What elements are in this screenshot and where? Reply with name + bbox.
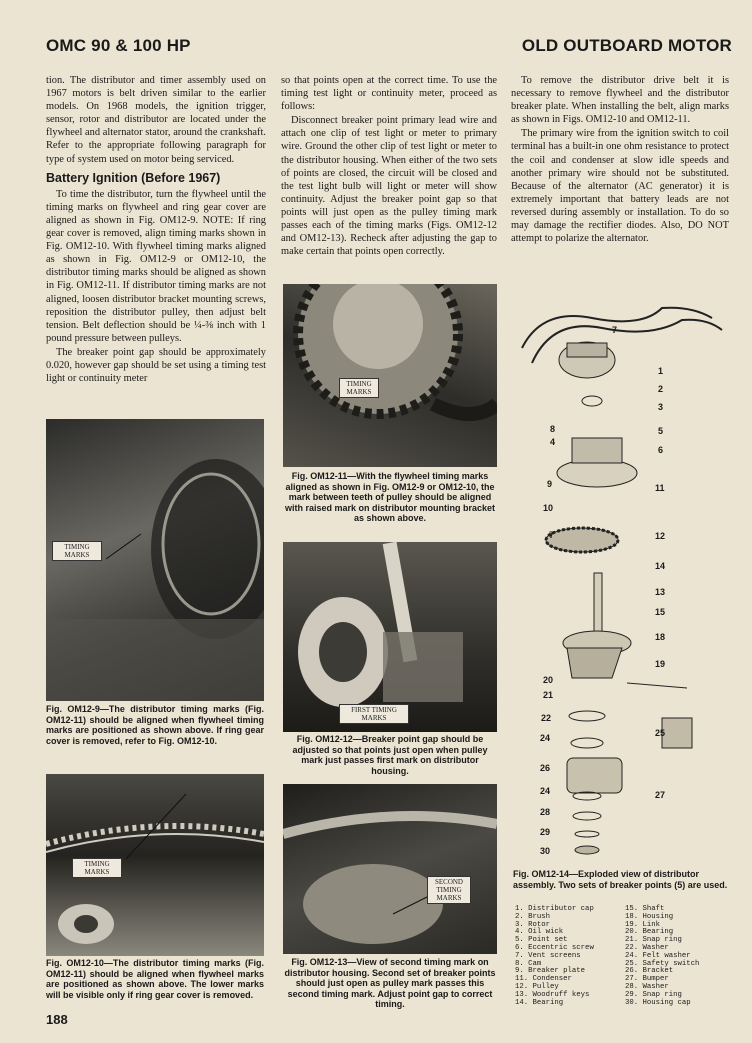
figure-om12-10-label: TIMING MARKS: [72, 858, 122, 878]
col1-paragraph-2: To time the distributor, turn the flywheel until the timing marks on flywheel and ring gear cover are aligned as shown in Fig. OM12-9. NOTE: If ring gear cover is removed, align timing marks shown in Fig. OM12-10. With flywheel timing marks aligned as shown in Fig. OM12-9 or OM12-10, the distributor timing marks should be aligned as shown in Fig. OM12-11. If distributor timing marks are not aligned, loosen distributor bracket mounting screws, reposition the distributor pulley, then adjust belt tension. Belt deflection should be ¼-⅜ inch with 1 pound pressure between pulleys.: [46, 188, 266, 344]
header-left: OMC 90 & 100 HP: [46, 36, 191, 55]
callout-12: 12: [655, 531, 666, 541]
callout-2: 2: [658, 384, 664, 394]
figure-om12-10-photo: [46, 774, 264, 956]
housing-illustration: [283, 784, 497, 954]
callout-20: 20: [543, 675, 554, 685]
column-1: [46, 74, 266, 386]
callout-8: 8: [550, 424, 556, 434]
legend-left: [515, 906, 594, 1007]
header-right: OLD OUTBOARD MOTOR: [521, 36, 732, 55]
callout-1: 1: [658, 366, 664, 376]
figure-om12-9-photo: [46, 419, 264, 701]
callout-27: 27: [655, 790, 666, 800]
callout-30: 30: [540, 846, 551, 856]
figure-om12-14-exploded-view: [512, 288, 737, 866]
callout-19: 19: [655, 659, 666, 669]
legend-item: 21. Snap ring: [625, 936, 682, 945]
figure-om12-10-caption: Fig. OM12-10—The distributor timing marks (Fig. OM12-11) should be aligned when flywheel marks are positioned as shown above. The lower marks will be visible only if ring gear cover is removed.: [46, 958, 264, 1000]
callout-10: 10: [543, 503, 554, 513]
figure-om12-12-label: FIRST TIMING MARKS: [339, 704, 409, 724]
legend-item: 29. Snap ring: [625, 990, 682, 999]
legend-item: 19. Link: [625, 920, 661, 929]
page-number: 188: [46, 1012, 68, 1027]
pulley-illustration: [283, 284, 497, 467]
callout-9: 9: [547, 479, 553, 489]
legend-item: 1. Distributor cap: [515, 905, 594, 913]
callout-13: 13: [655, 587, 666, 597]
legend-item: 20. Bearing: [625, 928, 674, 937]
col2-paragraph-1: so that points open at the correct time. To use the timing test light or continuity meter, proceed as follows:: [281, 75, 497, 113]
legend-item: 15. Shaft: [625, 905, 665, 913]
callout-29: 29: [540, 827, 551, 837]
figure-om12-9-caption: Fig. OM12-9—The distributor timing marks (Fig. OM12-11) should be aligned when flywheel timing marks are positioned as shown above. If ring gear cover is removed, refer to Fig. OM12-10.: [46, 704, 264, 746]
figure-om12-13-caption: Fig. OM12-13—View of second timing mark on distributor housing. Second set of breaker points should just open as pulley mark passes this second timing mark. Adjust point gap to correct timing.: [284, 957, 496, 1010]
legend-item: 14. Bearing: [515, 998, 564, 1007]
col3-paragraph-2: The primary wire from the ignition switch to coil terminal has a built-in one ohm resistance to protect the coil and condenser at slow idle speeds and another primary wire should not be substituted. Because of the alternator (AC generator) it is extremely important that battery leads are not reversed during assembly or installation. To do so may damage the rectifier diodes. Also, DO NOT attempt to polarize the alternator.: [511, 128, 729, 245]
legend-item: 26. Bracket: [625, 967, 674, 976]
figure-om12-11-caption: Fig. OM12-11—With the flywheel timing marks aligned as shown in Fig. OM12-9 or OM12-10, the mark between teeth of pulley should be aligned with raised mark on distributor mounting bracket as shown above.: [284, 471, 496, 524]
column-2: [281, 74, 497, 259]
callout-14: 14: [655, 561, 666, 571]
legend-item: 11. Condenser: [515, 975, 572, 984]
legend-item: 8. Cam: [515, 959, 542, 968]
callout-6: 6: [658, 445, 664, 455]
legend-item: 4. Oil wick: [515, 928, 564, 937]
figure-om12-13-photo: [283, 784, 497, 954]
legend-item: 2. Brush: [515, 912, 551, 921]
col1-paragraph-1: tion. The distributor and timer assembly used on 1967 motors is belt driven similar to the earlier models. On 1968 models, the ignition trigger, sensor, rotor and distributor are located under the flywheel and alternator stator, around the crankshaft. Refer to the appropriate following paragraph for type of system used on motor being serviced.: [46, 75, 266, 165]
callout-18: 18: [655, 632, 666, 642]
col3-paragraph-1: To remove the distributor drive belt it is necessary to remove flywheel and the distributor breaker plate. When installing the belt, align marks as shown in Figs. OM12-10 and OM12-11.: [511, 75, 729, 126]
legend-item: 24. Felt washer: [625, 951, 691, 960]
callout-4: 4: [550, 437, 556, 447]
callout-11: 11: [655, 483, 665, 493]
legend-item: 28. Washer: [625, 982, 669, 991]
legend-item: 5. Point set: [515, 936, 568, 945]
callout-5: 5: [658, 426, 664, 436]
legend-item: 9. Breaker plate: [515, 967, 586, 976]
callout-26: 26: [540, 763, 551, 773]
figure-om12-12-caption: Fig. OM12-12—Breaker point gap should be adjusted so that points just open when pulley mark just passes first mark on distributor housing.: [292, 734, 488, 776]
callout-24-upper: 24: [540, 733, 551, 743]
callout-15: 15: [655, 607, 666, 617]
figure-om12-11-label: TIMING MARKS: [339, 378, 379, 398]
legend-item: 30. Housing cap: [625, 998, 691, 1007]
callout-7-lower: 7: [549, 530, 555, 540]
legend-item: 13. Woodruff keys: [515, 990, 590, 999]
callout-3: 3: [658, 402, 664, 412]
figure-om12-9-label: TIMING MARKS: [52, 541, 102, 561]
callout-22: 22: [541, 713, 552, 723]
legend-item: 27. Bumper: [625, 975, 669, 984]
legend-item: 25. Safety switch: [625, 959, 700, 968]
col2-paragraph-2: Disconnect breaker point primary lead wire and attach one clip of test light or meter to primary wire. Ground the other clip of test light or meter to the distributor housing. When either of the two sets of points are closed, the circuit will be closed and the test light bulb will light or meter will show continuity. Adjust the breaker point gap so that points will just open as the pulley timing mark passes each of the timing marks (Figs. OM12-12 and OM12-13). Recheck after adjusting the gap to make certain that points open correctly.: [281, 115, 497, 258]
section-heading: Battery Ignition (Before 1967): [46, 170, 221, 185]
figure-om12-13-label: SECOND TIMING MARKS: [427, 876, 471, 904]
callout-25: 25: [655, 728, 666, 738]
legend-right: [625, 906, 699, 1007]
legend-item: 12. Pulley: [515, 982, 559, 991]
callout-21: 21: [543, 690, 554, 700]
legend-item: 3. Rotor: [515, 920, 551, 929]
callout-24-lower: 24: [540, 786, 551, 796]
figure-om12-14-caption: Fig. OM12-14—Exploded view of distributor assembly. Two sets of breaker points (5) are used.: [513, 869, 728, 890]
legend-item: 6. Eccentric screw: [515, 943, 594, 952]
callout-7-top: 7: [612, 325, 618, 335]
callout-28: 28: [540, 807, 551, 817]
legend-item: 7. Vent screens: [515, 951, 581, 960]
column-3: [511, 74, 729, 246]
legend-item: 22. Washer: [625, 943, 669, 952]
figure-om12-12-photo: [283, 542, 497, 732]
legend-item: 18. Housing: [625, 912, 674, 921]
col1-paragraph-3: The breaker point gap should be approximately 0.020, however gap should be set using a timing test light or continuity meter: [46, 346, 266, 385]
figure-om12-11-photo: [283, 284, 497, 467]
